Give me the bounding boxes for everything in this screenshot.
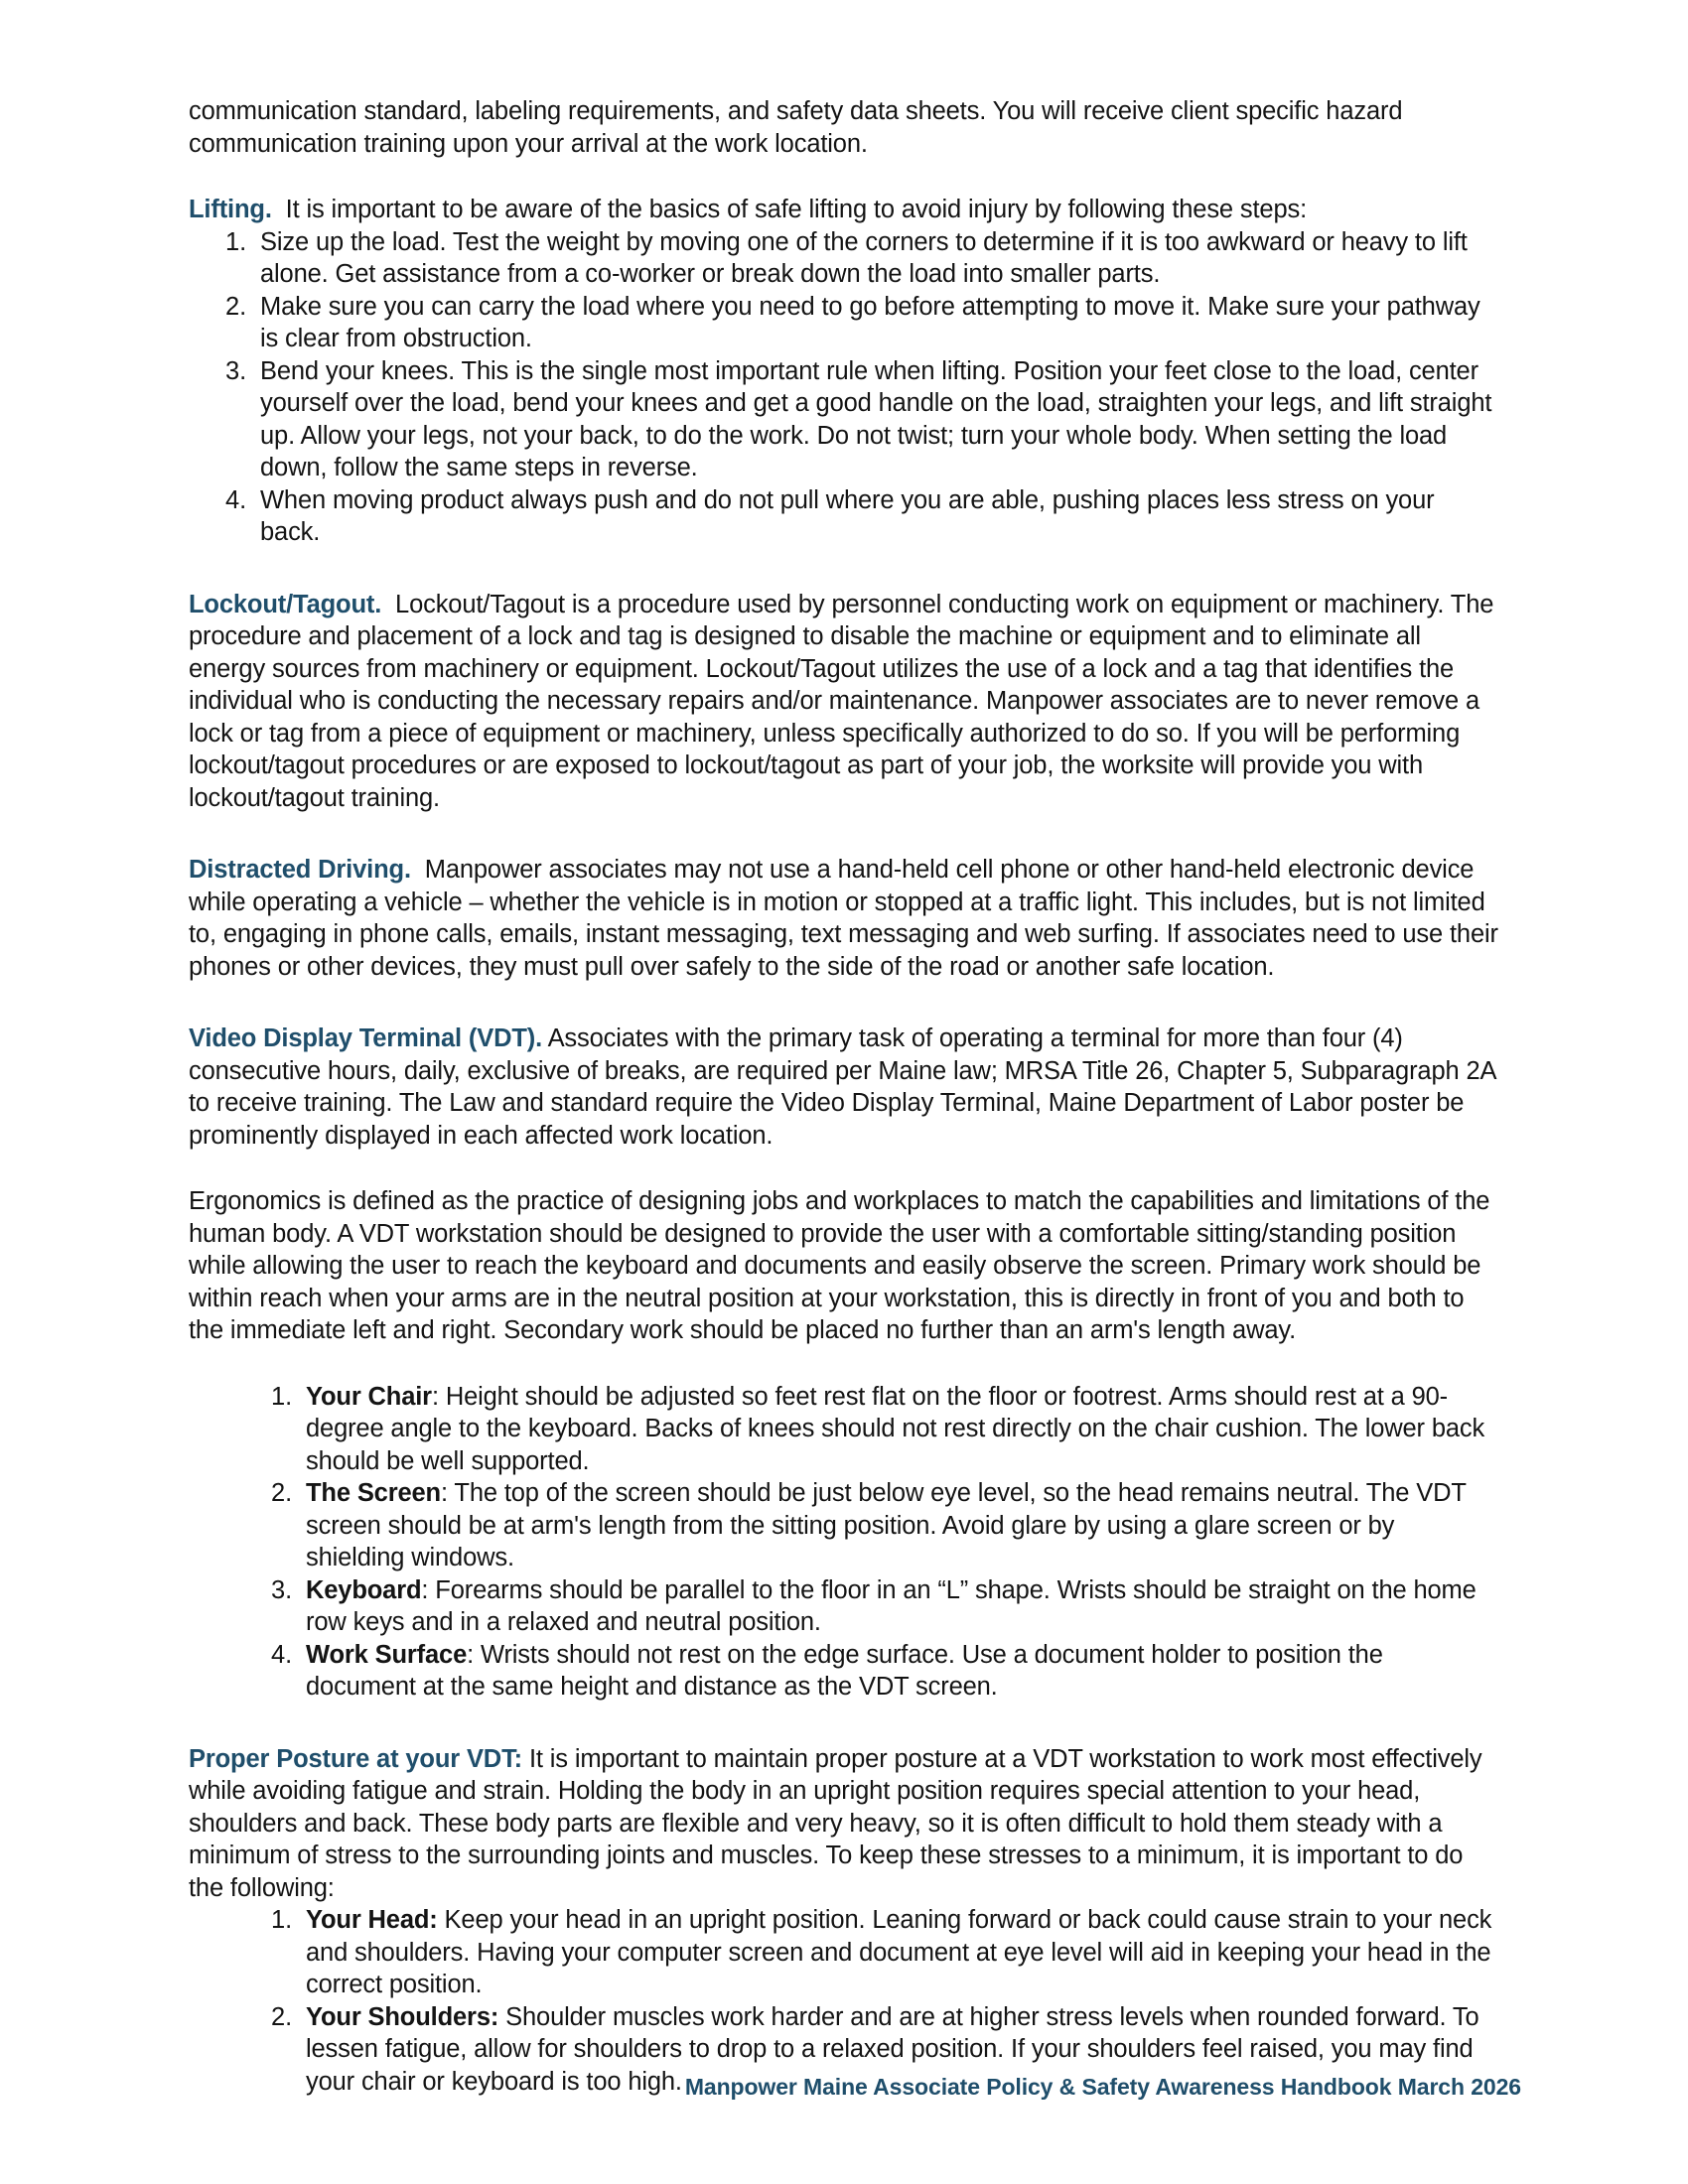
section-lifting-lead-text: It is important to be aware of the basics of safe lifting to avoid injury by following these steps: — [285, 196, 1308, 223]
section-distracted-driving-text: Manpower associates may not use a hand-held cell phone or other hand-held electronic device while operating a vehicle – whether the vehicle is in motion or stopped at a traffic light. This includes, but is not limited to, engaging in phone calls, emails, instant messaging, text messaging and web surfing. If associates need to use their phones or other devices, they must pull over safely to the side of the road or another safe location. — [189, 856, 1498, 981]
spacer — [189, 983, 1499, 1023]
page-footer: Manpower Maine Associate Policy & Safety Awareness Handbook March 2026 — [684, 2074, 1521, 2100]
spacer — [189, 1347, 1499, 1381]
vdt-list — [189, 1381, 1499, 1704]
list-item — [189, 1574, 1499, 1639]
list-item — [189, 226, 1499, 291]
section-ergonomics-paragraph: Ergonomics is defined as the practice of designing jobs and workplaces to match the capabilities and limitations of the human body. A VDT workstation should be designed to provide the user with a comfortable sitting/standing position while allowing the user to reach the keyboard and documents and easily observe the screen. Primary work should be within reach when your arms are in the neutral position at your workstation, this is directly in front of you and both to the immediate left and right. Secondary work should be placed no further than an arm's length away. — [189, 1187, 1490, 1344]
document-body — [189, 95, 1499, 2098]
list-marker: 3. — [225, 356, 246, 385]
section-heading-lifting: Lifting. — [189, 196, 272, 223]
spacer — [189, 814, 1499, 854]
list-item — [189, 1904, 1499, 2001]
list-item-text: : The top of the screen should be just below eye level, so the head remains neutral. The VDT screen should be at arm's length from the sitting position. Avoid glare by using a glare screen or by shielding windows. — [306, 1479, 1467, 1571]
list-marker: 2. — [271, 1479, 292, 1507]
spacer — [189, 160, 1499, 194]
section-heading-distracted-driving: Distracted Driving. — [189, 856, 411, 884]
list-marker: 1. — [271, 1382, 292, 1411]
list-item-text: Shoulder muscles work harder and are at higher stress levels when rounded forward. To lessen fatigue, allow for shoulders to drop to a relaxed position. If your shoulders feel raised, you may find your chair or keyboard is too high. — [306, 2002, 1479, 2096]
section-heading-lockout-tagout: Lockout/Tagout. — [189, 590, 382, 618]
list-item-text: Keep your head in an upright position. Leaning forward or back could cause strain to your neck and shoulders. Having your computer screen and document at eye level will aid in keeping your head in the correct position. — [306, 1906, 1492, 1998]
list-item-label: Your Shoulders: — [306, 2002, 499, 2031]
list-item-text: Size up the load. Test the weight by moving one of the corners to determine if it is too awkward or heavy to lift alone. Get assistance from a co-worker or break down the load into smaller parts. — [260, 227, 1468, 288]
list-marker: 3. — [271, 1575, 292, 1604]
list-item-text: : Wrists should not rest on the edge surface. Use a document holder to position the document at the same height and distance as the VDT screen. — [306, 1640, 1383, 1701]
list-marker: 4. — [225, 485, 246, 514]
list-marker: 2. — [271, 2002, 292, 2031]
section-heading-video-display-terminal: Video Display Terminal (VDT). — [189, 1024, 543, 1052]
section-heading-proper-posture: Proper Posture at your VDT: — [189, 1744, 523, 1773]
list-marker: 2. — [225, 292, 246, 321]
list-item — [189, 355, 1499, 484]
section-video-display-terminal-text: Associates with the primary task of operating a terminal for more than four (4) consecutive hours, daily, exclusive of breaks, are required per Maine law; MRSA Title 26, Chapter 5, Subparagraph 2A to receive training. The Law and standard require the Video Display Terminal, Maine Department of Labor poster be prominently displayed in each affected work location. — [189, 1024, 1495, 1150]
lifting-list — [189, 226, 1499, 549]
list-item-label: Work Surface — [306, 1640, 468, 1669]
list-item-text: : Forearms should be parallel to the floor in an “L” shape. Wrists should be straight on the home row keys and in a relaxed and neutral position. — [306, 1575, 1477, 1636]
list-item-label: Your Chair — [306, 1382, 432, 1411]
list-item-text: : Height should be adjusted so feet rest flat on the floor or footrest. Arms should rest at a 90-degree angle to the keyboard. Backs of knees should not rest directly on the chair cushion. The lower back should be well supported. — [306, 1382, 1485, 1475]
list-item — [189, 1639, 1499, 1704]
list-item-text: Make sure you can carry the load where you need to go before attempting to move it. Make sure your pathway is clear from obstruction. — [260, 292, 1480, 352]
section-video-display-terminal — [189, 1023, 1499, 1152]
section-lifting-lead — [189, 194, 1499, 226]
list-item-label: Your Head: — [306, 1906, 438, 1934]
section-distracted-driving — [189, 854, 1499, 983]
spacer — [189, 549, 1499, 589]
list-item-label: Keyboard — [306, 1575, 422, 1604]
list-item — [189, 1381, 1499, 1478]
list-item — [189, 1477, 1499, 1574]
spacer — [189, 1152, 1499, 1185]
spacer — [189, 1704, 1499, 1743]
section-lockout-tagout — [189, 589, 1499, 815]
section-proper-posture-text: It is important to maintain proper posture at a VDT workstation to work most effectively while avoiding fatigue and strain. Holding the body in an upright position requires special attention to your head, shoulders and back. These body parts are flexible and very heavy, so it is often difficult to hold them steady with a minimum of stress to the surrounding joints and muscles. To keep these stresses to a minimum, it is important to do the following: — [189, 1744, 1482, 1902]
posture-list — [189, 1904, 1499, 2098]
list-marker: 1. — [271, 1906, 292, 1934]
list-item-text: Bend your knees. This is the single most important rule when lifting. Position your feet close to the load, center yourself over the load, bend your knees and get a good handle on the load, straighten your legs, and lift straight up. Allow your legs, not your back, to do the work. Do not twist; turn your whole body. When setting the load down, follow the same steps in reverse. — [260, 356, 1492, 481]
list-marker: 4. — [271, 1640, 292, 1669]
section-proper-posture — [189, 1743, 1499, 1905]
list-item-label: The Screen — [306, 1479, 441, 1507]
section-lockout-tagout-text: Lockout/Tagout is a procedure used by personnel conducting work on equipment or machinery. The procedure and placement of a lock and tag is designed to disable the machine or equipment and to eliminate all energy sources from machinery or equipment. Lockout/Tagout utilizes the use of a lock and a tag that identifies the individual who is conducting the necessary repairs and/or maintenance. Manpower associates are to never remove a lock or tag from a piece of equipment or machinery, unless specifically authorized to do so. If you will be performing lockout/tagout procedures or are exposed to lockout/tagout as part of your job, the worksite will provide you with lockout/tagout training. — [189, 590, 1494, 812]
list-item — [189, 291, 1499, 355]
intro-paragraph: communication standard, labeling requirements, and safety data sheets. You will receive client specific hazard communication training upon your arrival at the work location. — [189, 97, 1403, 158]
list-item-text: When moving product always push and do not pull where you are able, pushing places less stress on your back. — [260, 485, 1435, 546]
list-marker: 1. — [225, 227, 246, 256]
list-item — [189, 484, 1499, 549]
